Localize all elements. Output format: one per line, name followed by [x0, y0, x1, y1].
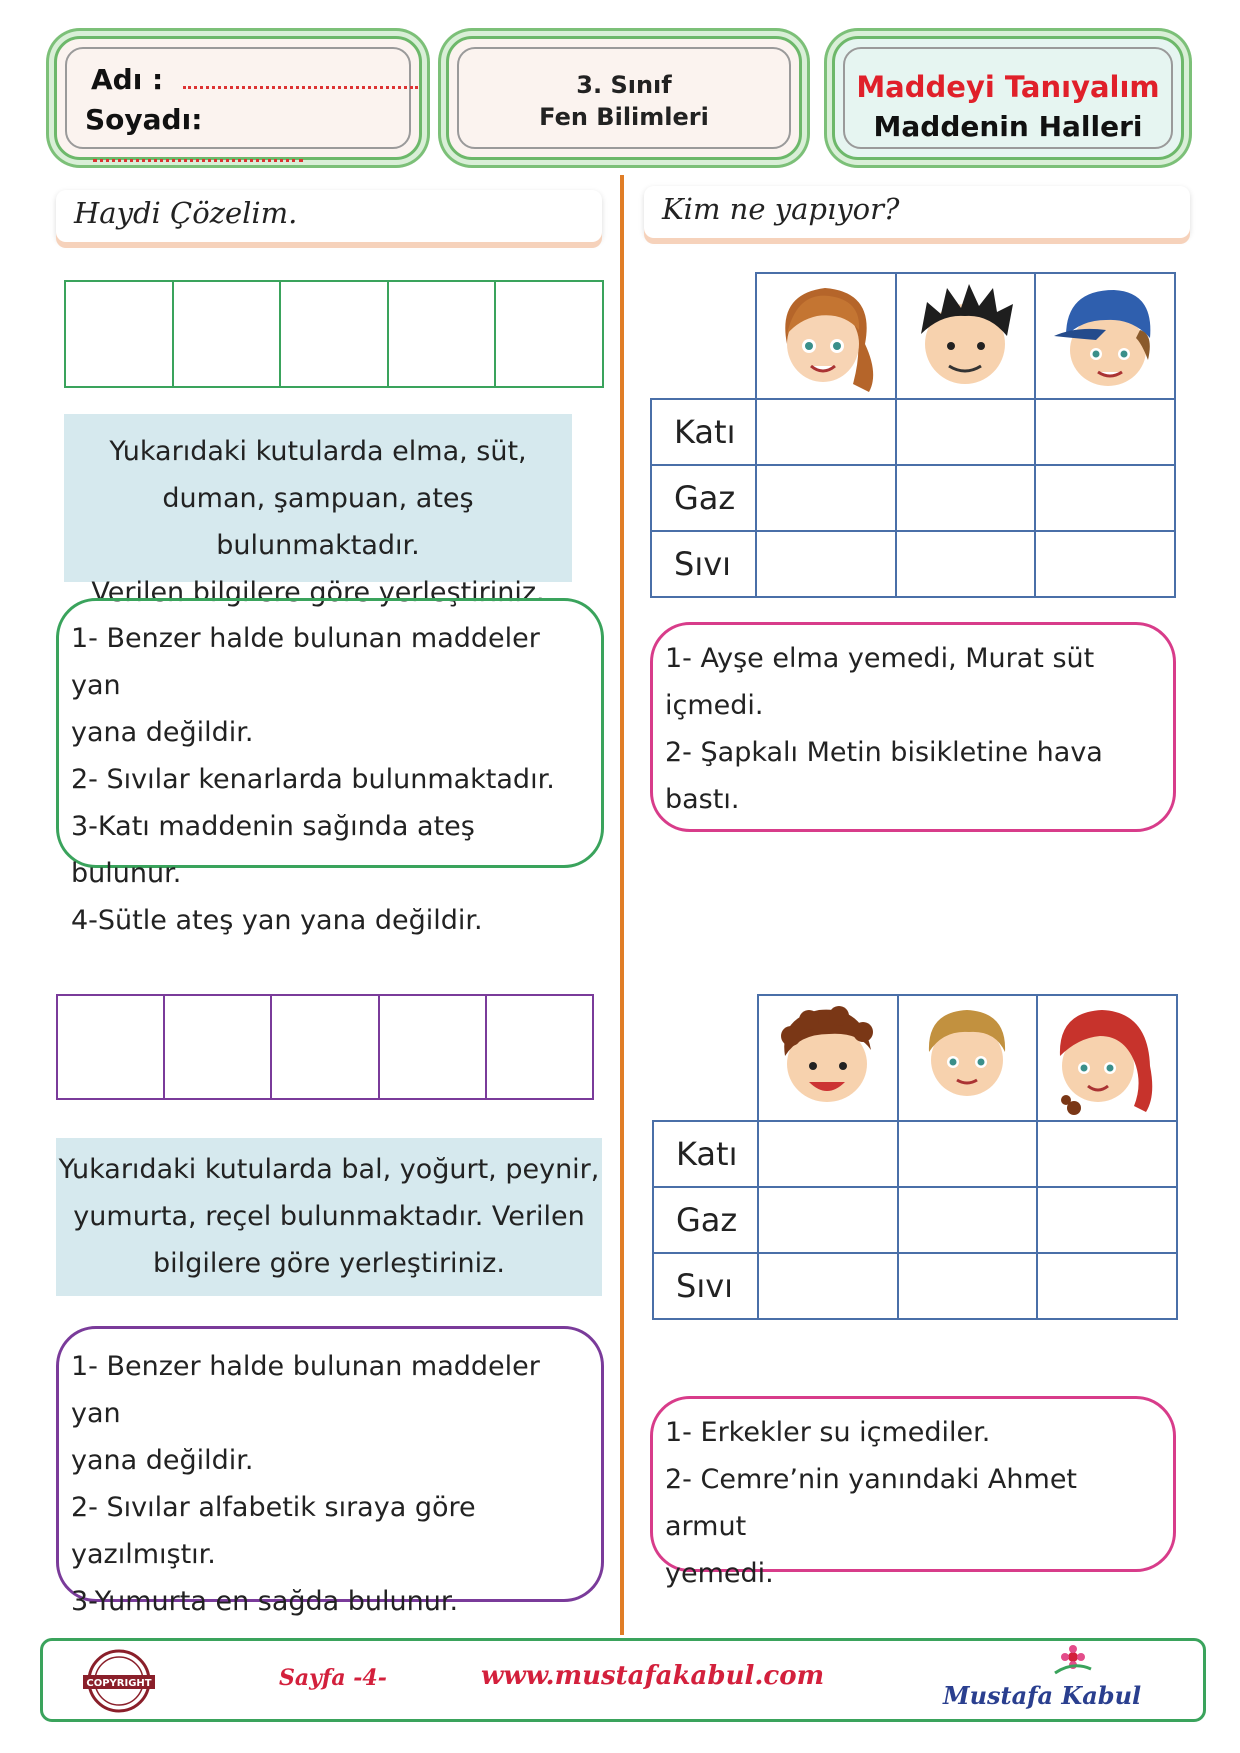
- course-frame: [446, 36, 802, 160]
- boy-black-hair-face: [896, 273, 1036, 399]
- answer-box[interactable]: [58, 996, 165, 1098]
- answer-box[interactable]: [272, 996, 379, 1098]
- rule-line: yana değildir.: [71, 1445, 254, 1476]
- subject-label: Fen Bilimleri: [539, 103, 709, 131]
- answer-box[interactable]: [487, 996, 592, 1098]
- girl-ponytail-face: [756, 273, 896, 399]
- right-section-title: Kim ne yapıyor?: [644, 186, 1190, 238]
- who-does-what-table-2: [652, 994, 1178, 1320]
- info-line: duman, şampuan, ateş bulunmaktadır.: [162, 483, 474, 561]
- rule-line: yana değildir.: [71, 717, 254, 748]
- unit-title: Maddeyi Tanıyalım: [856, 70, 1160, 104]
- row-label-liquid: Sıvı: [653, 1253, 758, 1319]
- grade-label: 3. Sınıf: [576, 71, 672, 99]
- table-cell[interactable]: [756, 465, 896, 531]
- website-link[interactable]: www.mustafakabul.com: [481, 1661, 825, 1691]
- table-cell[interactable]: [898, 1121, 1038, 1187]
- table-cell[interactable]: [896, 399, 1036, 465]
- table-cell[interactable]: [1037, 1121, 1177, 1187]
- table-cell[interactable]: [898, 1187, 1038, 1253]
- author-signature: Mustafa Kabul: [943, 1681, 1142, 1710]
- table-cell[interactable]: [896, 531, 1036, 597]
- answer-box[interactable]: [389, 282, 497, 386]
- info-line: yumurta, reçel bulunmaktadır. Verilen: [73, 1201, 585, 1232]
- rule-line: içmedi.: [665, 690, 764, 721]
- rule-line: 3-Yumurta en sağda bulunur.: [71, 1586, 459, 1617]
- table-cell[interactable]: [1035, 465, 1175, 531]
- boy-blue-cap-face: [1035, 273, 1175, 399]
- right-puzzle2-rules: [650, 1396, 1176, 1589]
- answer-box[interactable]: [174, 282, 282, 386]
- topic-frame: [832, 36, 1184, 160]
- table-cell[interactable]: [1035, 399, 1175, 465]
- table-cell[interactable]: [898, 1253, 1038, 1319]
- row-label-solid: Katı: [651, 399, 756, 465]
- page-number: Sayfa -4-: [279, 1665, 387, 1691]
- copyright-badge-icon: [79, 1649, 159, 1713]
- rule-line: 2- Şapkalı Metin bisikletine hava: [665, 737, 1103, 768]
- rule-line: 1- Ayşe elma yemedi, Murat süt: [665, 643, 1095, 674]
- who-does-what-table-1: [650, 272, 1176, 598]
- answer-box[interactable]: [66, 282, 174, 386]
- surname-label: Soyadı:: [85, 103, 203, 136]
- center-divider: [620, 175, 624, 1635]
- row-label-solid: Katı: [653, 1121, 758, 1187]
- table-cell[interactable]: [896, 465, 1036, 531]
- answer-box[interactable]: [165, 996, 272, 1098]
- right-puzzle1-rules: [650, 622, 1176, 832]
- table-cell[interactable]: [756, 399, 896, 465]
- rule-line: yemedi.: [665, 1558, 774, 1589]
- puzzle1-info: [64, 414, 572, 608]
- topic-title: Maddenin Halleri: [873, 110, 1143, 143]
- row-label-liquid: Sıvı: [651, 531, 756, 597]
- boy-curly-hair-face: [758, 995, 898, 1121]
- puzzle2-boxes: [56, 994, 594, 1100]
- rule-line: bastı.: [665, 784, 740, 815]
- rule-line: 2- Sıvılar kenarlarda bulunmaktadır.: [71, 764, 555, 795]
- rule-line: 4-Sütle ateş yan yana değildir.: [71, 905, 483, 936]
- table-cell[interactable]: [758, 1253, 898, 1319]
- info-line: Yukarıdaki kutularda elma, süt,: [109, 436, 527, 467]
- rule-line: 2- Sıvılar alfabetik sıraya göre: [71, 1492, 476, 1523]
- badge-text: COPYRIGHT: [86, 1678, 152, 1689]
- table-cell[interactable]: [1035, 531, 1175, 597]
- boy-blond-face: [898, 995, 1038, 1121]
- info-line: Verilen bilgilere göre yerleştiriniz.: [91, 577, 545, 608]
- row-label-gas: Gaz: [653, 1187, 758, 1253]
- answer-box[interactable]: [281, 282, 389, 386]
- info-line: Yukarıdaki kutularda bal, yoğurt, peynir,: [58, 1154, 600, 1185]
- girl-red-pigtails-face: [1037, 995, 1177, 1121]
- name-frame: [54, 36, 422, 160]
- surname-field[interactable]: [93, 147, 303, 162]
- answer-box[interactable]: [496, 282, 602, 386]
- puzzle2-info: [56, 1138, 602, 1296]
- table-cell[interactable]: [756, 531, 896, 597]
- name-label: Adı :: [91, 63, 164, 96]
- rule-line: 3-Katı maddenin sağında ateş bulunur.: [71, 811, 475, 889]
- table-cell[interactable]: [1037, 1253, 1177, 1319]
- puzzle1-rules: [56, 598, 604, 936]
- table-cell[interactable]: [758, 1187, 898, 1253]
- rule-line: 1- Erkekler su içmediler.: [665, 1417, 991, 1448]
- table-cell[interactable]: [758, 1121, 898, 1187]
- rule-line: yazılmıştır.: [71, 1539, 216, 1570]
- table-cell[interactable]: [1037, 1187, 1177, 1253]
- rule-line: 1- Benzer halde bulunan maddeler yan: [71, 1351, 540, 1429]
- rule-line: 1- Benzer halde bulunan maddeler yan: [71, 623, 540, 701]
- left-section-title: Haydi Çözelim.: [56, 190, 602, 242]
- signature-flower-icon: [1053, 1643, 1093, 1675]
- puzzle2-rules: [56, 1326, 604, 1617]
- puzzle1-boxes: [64, 280, 604, 388]
- info-line: bilgilere göre yerleştiriniz.: [153, 1248, 505, 1279]
- rule-line: 2- Cemre’nin yanındaki Ahmet armut: [665, 1464, 1078, 1542]
- row-label-gas: Gaz: [651, 465, 756, 531]
- footer: [40, 1638, 1206, 1722]
- name-field[interactable]: [183, 74, 418, 89]
- answer-box[interactable]: [380, 996, 487, 1098]
